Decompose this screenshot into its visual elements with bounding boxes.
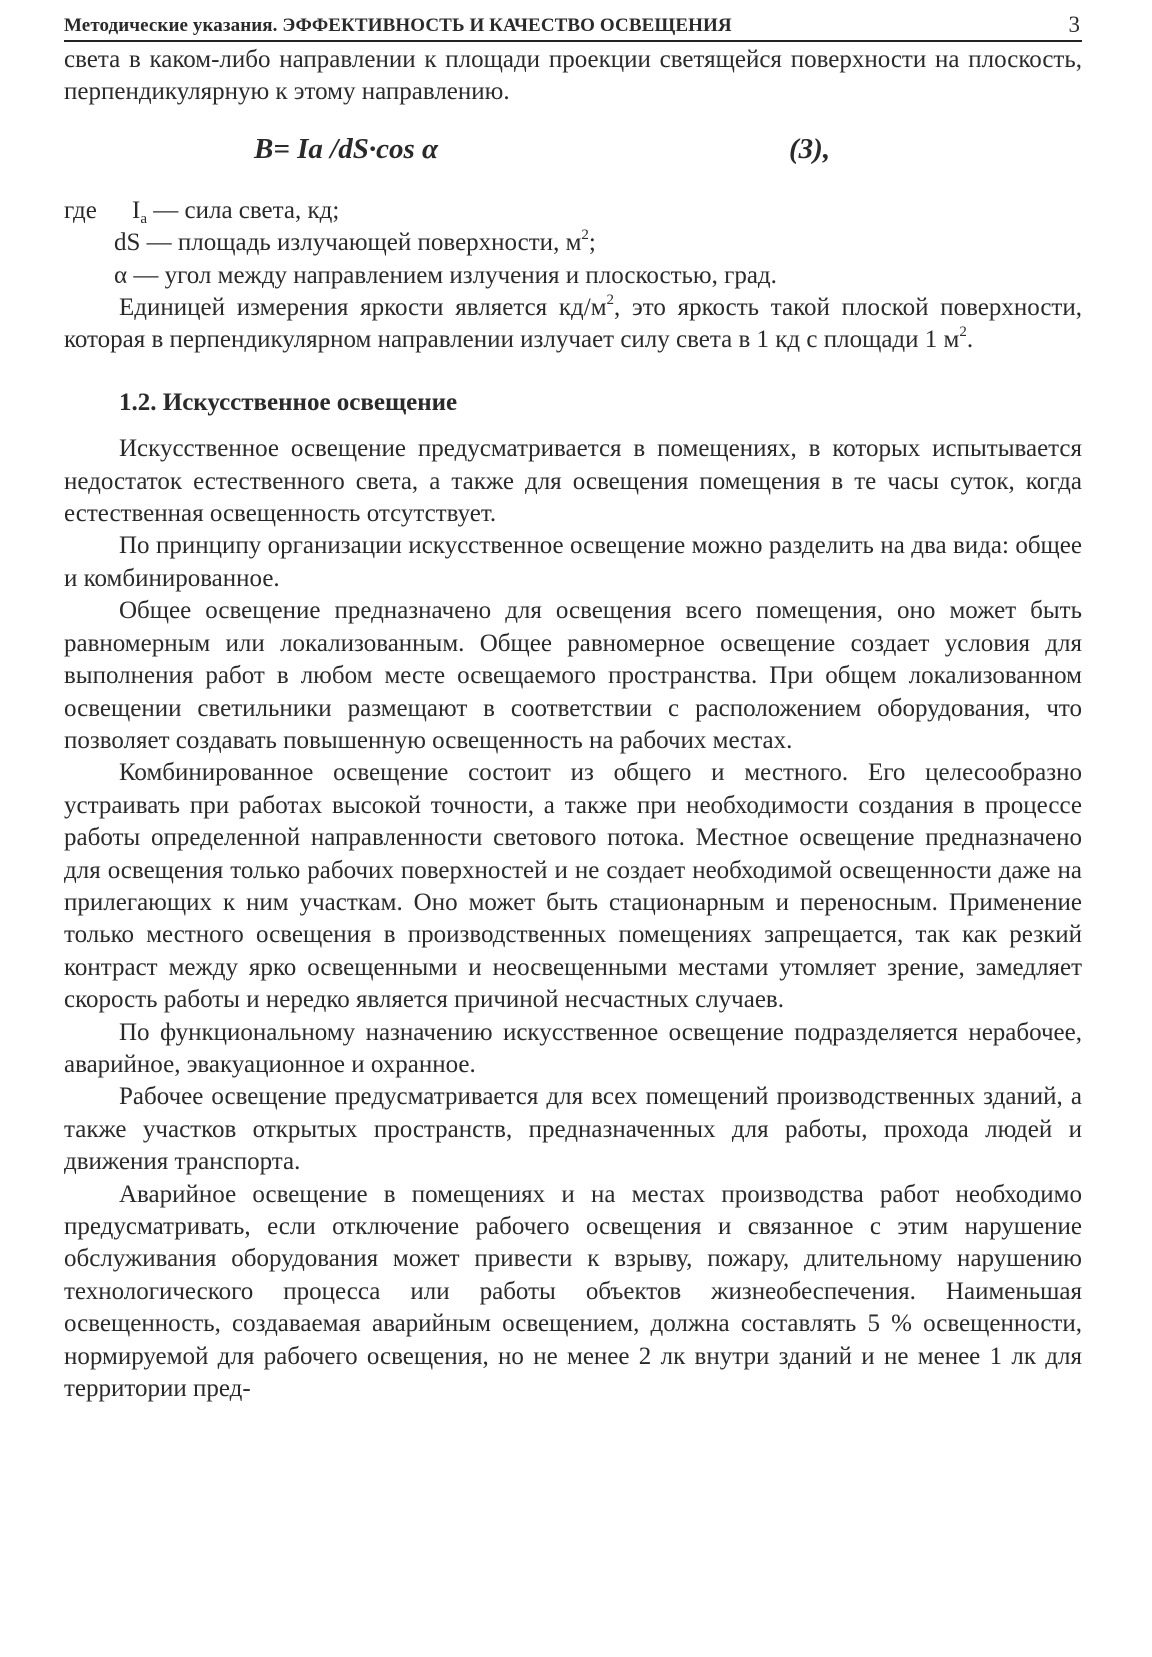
unit-text-3: . (966, 326, 974, 354)
paragraph: Аварийное освещение в помещениях и на местах производства работ необходимо предусматривать, если отключение рабочего освещения и связанное с этим нарушение обслуживания оборудования может привести к взрыву, пожару, длительному нарушению технологического процесса или работы объектов жизнеобеспечения. Наименьшая освещенность, создаваемая аварийным освещением, должна составлять 5 % освещенности, нормируемой для рабочего освещения, но не менее 2 лк внутри зданий и не менее 1 лк для территории пред- (64, 1180, 1082, 1403)
paragraph: Комбинированное освещение состоит из общего и местного. Его целесообразно устраивать при работах высокой точности, а также при необходимости создания в процессе работы определенной направленности светового потока. Местное освещение предназначено для освещения только рабочих поверхностей и не создает необходимой освещенности даже на прилегающих к ним участкам. Оно может быть стационарным и переносным. Применение только местного освещения в производственных помещениях запрещается, так как резкий контраст между ярко освещенными и неосвещенными местами утомляет зрение, замедляет скорость работы и нередко является причиной несчастных случаев. (64, 759, 1082, 1014)
unit-text-2: , это яркость такой плоской поверхности, которая в перпендикулярном направлении излучает силу света в 1 кд с площади 1 м (64, 294, 1082, 354)
paragraph: Искусственное освещение предусматривается в помещениях, в которых испытывается недостаток естественного света, а также для освещения помещения в те часы суток, когда естественная освещенность отсутствует. (64, 435, 1082, 528)
paragraph: По функциональному назначению искусственное освещение подразделяется нерабочее, аварийное, эвакуационное и охранное. (64, 1018, 1082, 1078)
legend-text-intensity: — сила света, кд; (147, 196, 340, 224)
paragraph: Общее освещение предназначено для освещения всего помещения, оно может быть равномерным или локализованным. Общее равномерное освещение создает условия для выполнения работ в любом месте освещаемого пространства. При общем локализованном освещении светильники размещают в соответствии с расположением оборудования, что позволяет создавать повышенную освещенность на рабочих местах. (64, 597, 1082, 754)
legend-text-area: dS — площадь излучающей поверхности, м (114, 229, 582, 257)
legend-area-superscript: 2 (581, 227, 589, 244)
header-title: Методические указания. ЭФФЕКТИВНОСТЬ И КАЧЕСТВО ОСВЕЩЕНИЯ (64, 15, 732, 36)
formula-expression: B= Ia /dS·cos α (254, 132, 439, 165)
legend-label: где (64, 196, 97, 224)
running-header (64, 14, 1082, 42)
section-heading: 1.2. Искусственное освещение (119, 388, 458, 416)
unit-text-1: Единицей измерения яркости является кд/м (119, 294, 607, 322)
paragraph: По принципу организации искусственное освещение можно разделить на два вида: общее и комбинированное. (64, 532, 1082, 592)
unit-superscript-1: 2 (606, 292, 615, 309)
legend-line-area (64, 227, 1082, 259)
legend-symbol-i: I (132, 196, 141, 224)
legend-text-angle: α — угол между направлением излучения и плоскостью, град. (114, 261, 777, 289)
formula-block (64, 123, 1082, 183)
page-number: 3 (1068, 12, 1080, 37)
unit-superscript-2: 2 (959, 324, 967, 341)
legend-line-angle (64, 260, 1082, 292)
legend-area-end: ; (588, 229, 596, 257)
legend-line-intensity (64, 195, 1082, 227)
legend-symbol-i-subscript: a (140, 210, 147, 227)
unit-paragraph (64, 292, 1082, 357)
paragraph: Рабочее освещение предусматривается для всех помещений производственных зданий, а также участков открытых пространств, предназначенных для работы, прохода людей и движения транспорта. (64, 1083, 1082, 1176)
formula-number: (3), (789, 132, 831, 165)
formula-legend (64, 195, 1082, 292)
intro-paragraph: света в каком-либо направлении к площади проекции светящейся поверхности на плоскость, перпендикулярную к этому направлению. (64, 46, 1082, 106)
page-body (64, 44, 1082, 1405)
